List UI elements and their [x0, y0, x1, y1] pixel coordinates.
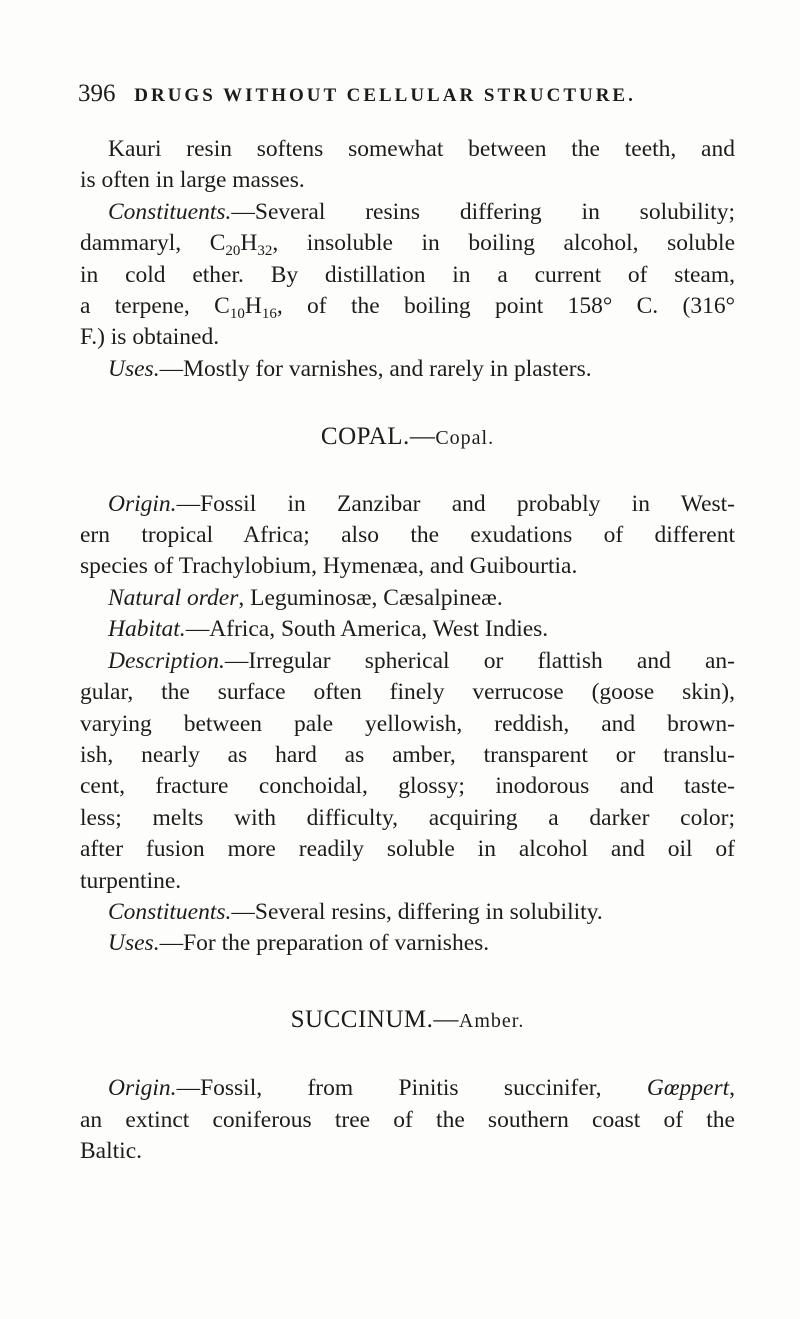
- copal-description-line-7: after fusion more readily soluble in alcohol and oil of: [80, 836, 735, 863]
- origin-label: Origin.: [108, 490, 177, 517]
- copal-description-line-4: ish, nearly as hard as amber, transparent or translu-: [80, 741, 735, 768]
- copal-natural-order: Natural order, Leguminosæ, Cæsalpineæ.: [108, 584, 503, 611]
- copal-description-line-1: Description.—Irregular spherical or flattish and an-: [108, 647, 735, 674]
- kauri-constituents-line-5: F.) is obtained.: [80, 324, 220, 351]
- habitat-label: Habitat.: [108, 616, 186, 643]
- copal-origin-line-2: ern tropical Africa; also the exudations of different: [80, 522, 735, 549]
- succinum-section: [80, 1004, 735, 1168]
- page-number: 396: [78, 80, 116, 107]
- copal-constituents: Constituents.—Several resins, differing in solubility.: [108, 898, 603, 925]
- kauri-constituents-line-4: a terpene, $C_{10}H_{16}$, of the boiling point 158° C. (316°: [80, 293, 735, 323]
- copal-description-line-5: cent, fracture conchoidal, glossy; inodorous and taste-: [80, 773, 735, 800]
- uses-label: Uses.: [108, 930, 160, 957]
- kauri-intro-line-2: is often in large masses.: [80, 167, 305, 194]
- copal-uses: Uses.—For the preparation of varnishes.: [108, 930, 490, 957]
- uses-label: Uses.: [108, 355, 160, 382]
- copal-description-line-2: gular, the surface often finely verrucose (goose skin),: [80, 679, 735, 706]
- natural-order-label: Natural order: [108, 584, 239, 611]
- succinum-origin-line-3: Baltic.: [80, 1137, 142, 1164]
- constituents-label: Constituents.: [108, 898, 232, 925]
- copal-heading: COPAL.—Copal.: [320, 423, 495, 451]
- constituents-label: Constituents.: [108, 198, 232, 225]
- origin-label: Origin.: [108, 1075, 177, 1102]
- copal-description-line-6: less; melts with difficulty, acquiring a darker color;: [80, 804, 735, 831]
- kauri-constituents-line-2: dammaryl, $C_{20}H_{32}$, insoluble in boiling alcohol, soluble: [80, 230, 735, 260]
- author-name: Gœppert: [646, 1075, 730, 1102]
- copal-origin-line-1: Origin.—Fossil in Zanzibar and probably in West-: [108, 490, 735, 517]
- kauri-constituents-line-3: in cold ether. By distillation in a current of steam,: [80, 261, 735, 288]
- copal-section: [80, 421, 735, 960]
- copal-origin-line-3: species of Trachylobium, Hymenæa, and Guibourtia.: [80, 553, 578, 580]
- succinum-origin-line-2: an extinct coniferous tree of the southern coast of the: [80, 1106, 735, 1133]
- succinum-heading: SUCCINUM.—Amber.: [290, 1005, 525, 1033]
- description-label: Description.: [108, 647, 225, 674]
- kauri-intro-line-1: Kauri resin softens somewhat between the teeth, and: [108, 136, 735, 162]
- kauri-constituents-line-1: Constituents.—Several resins differing in solubility;: [108, 198, 735, 225]
- kauri-section: [80, 134, 735, 385]
- page-body: [80, 134, 735, 1167]
- succinum-origin-line-1: Origin.—Fossil, from Pinitis succinifer, Gœppert,: [108, 1075, 735, 1102]
- copal-habitat: Habitat.—Africa, South America, West Indies.: [108, 616, 549, 643]
- copal-description-line-3: varying between pale yellowish, reddish, and brown-: [80, 710, 735, 737]
- running-header: [78, 80, 718, 108]
- running-title: DRUGS WITHOUT CELLULAR STRUCTURE.: [134, 85, 636, 106]
- kauri-uses: Uses.—Mostly for varnishes, and rarely in plasters.: [108, 355, 592, 382]
- copal-description-line-8: turpentine.: [80, 867, 182, 894]
